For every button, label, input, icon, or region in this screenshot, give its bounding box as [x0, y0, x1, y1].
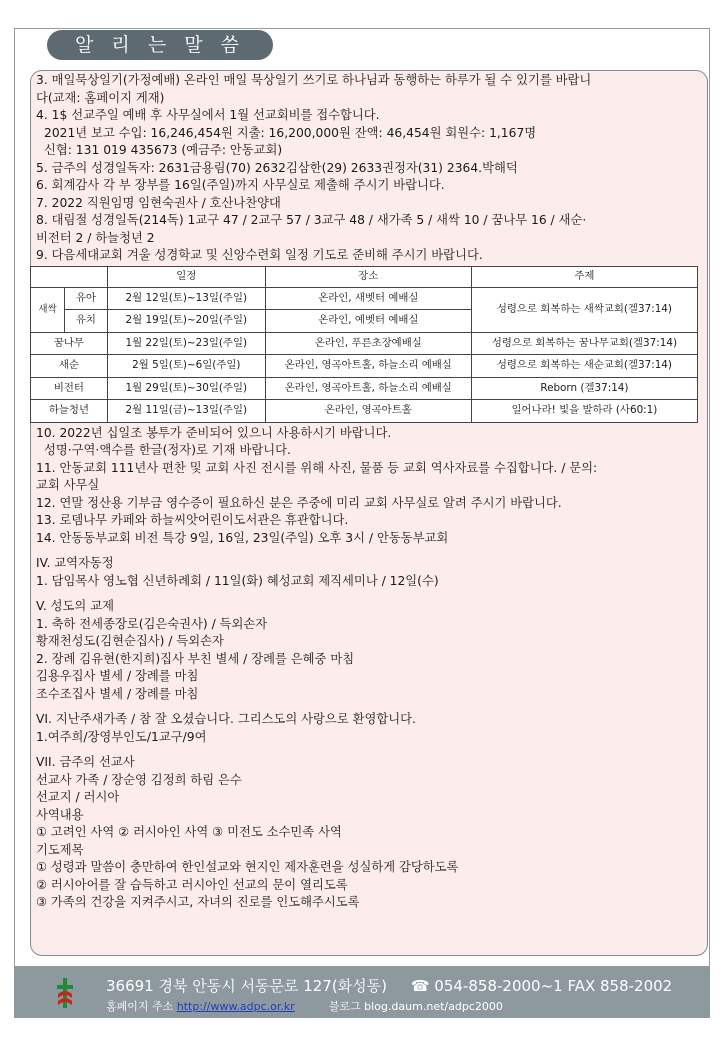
text-line: 10. 2022년 십일조 봉투가 준비되어 있으니 사용하시기 바랍니다.	[36, 425, 392, 440]
table-row	[31, 332, 698, 355]
table-cell: 온라인, 영곡아트홀, 하늘소리 예배실	[265, 355, 471, 378]
text-line: 다(교재: 홈페이지 게재)	[36, 90, 165, 105]
text-line: 4. 1$ 선교주일 예배 후 사무실에서 1월 선교회비를 접수합니다.	[36, 108, 380, 122]
table-cell: 꿈나무	[31, 332, 108, 355]
text-line: 조수조집사 별세 / 장례를 마침	[36, 686, 199, 701]
table-row	[31, 377, 698, 400]
text-line: ② 러시아어를 잘 습득하고 러시아인 선교의 문이 열리도록	[36, 877, 348, 892]
footer-contact	[106, 975, 672, 996]
footer-address: 36691 경북 안동시 서동문로 127(화성동)	[106, 977, 388, 995]
schedule-table	[30, 266, 698, 423]
table-header: 장소	[265, 266, 471, 287]
text-line: 선교사 가족 / 장순영 김정희 하림 은수	[36, 772, 242, 787]
text-line: 교회 사무실	[36, 478, 100, 492]
text-line: 8. 대림절 성경일독(214독) 1교구 47 / 2교구 57 / 3교구 48 / 새가족 5 / 새싹 10 / 꿈나무 16 / 새순·	[36, 213, 587, 227]
blog-address: 블로그 blog.daum.net/adpc2000	[328, 1000, 503, 1013]
text-line: 9. 다음세대교회 겨울 성경학교 및 신앙수련회 일정 기도로 준비해 주시기 바랍니다.	[36, 248, 483, 262]
table-row	[31, 355, 698, 378]
table-cell: 새싹	[31, 287, 65, 332]
text-line: 성명·구역·액수를 한글(정자)로 기재 바랍니다.	[44, 443, 291, 457]
table-cell: 일어나라! 빛을 발하라 (사60:1)	[471, 400, 697, 423]
section-heading: VI. 지난주새가족 / 참 잘 오셨습니다. 그리스도의 사랑으로 환영합니다.	[36, 712, 416, 726]
text-line: 기도제목	[36, 842, 84, 857]
notice-body	[36, 72, 702, 912]
text-line: 신협: 131 019 435673 (예금주: 안동교회)	[44, 143, 283, 157]
church-logo-icon	[54, 976, 76, 1010]
table-cell: 성령으로 회복하는 새순교회(겔37:14)	[471, 355, 697, 378]
table-cell: 온라인, 예벳터 예배실	[265, 310, 471, 333]
text-line: 1.여주희/장영부인도/1교구/9여	[36, 729, 207, 744]
table-row	[31, 400, 698, 423]
table-cell: 하늘청년	[31, 400, 108, 423]
homepage-link[interactable]: http://www.adpc.or.kr	[176, 1000, 295, 1013]
homepage-label: 홈페이지 주소	[106, 1000, 177, 1013]
text-line: 사역내용	[36, 807, 84, 822]
text-line: ① 성령과 말씀이 충만하여 한인설교와 현지인 제자훈련을 성실하게 감당하도록	[36, 860, 459, 874]
table-row	[31, 287, 698, 310]
table-header: 일정	[107, 266, 265, 287]
text-line: ① 고려인 사역 ② 러시아인 사역 ③ 미전도 소수민족 사역	[36, 825, 342, 839]
table-cell: 온라인, 푸른초장예배실	[265, 332, 471, 355]
text-line: 비전터 2 / 하늘청년 2	[36, 230, 155, 245]
table-cell: 성령으로 회복하는 새싹교회(겔37:14)	[471, 287, 697, 332]
text-line: ③ 가족의 건강을 지켜주시고, 자녀의 진로를 인도해주시도록	[36, 895, 360, 909]
table-cell: 온라인, 새벳터 예배실	[265, 287, 471, 310]
table-cell: 2월 11일(금)~13일(주일)	[107, 400, 265, 423]
table-cell: 1월 22일(토)~23일(주일)	[107, 332, 265, 355]
text-line: 5. 금주의 성경일독자: 2631금용림(70) 2632김삼한(29) 2633권정자(31) 2364.박해덕	[36, 160, 518, 175]
table-header-row	[31, 266, 698, 287]
section-heading: IV. 교역자동정	[36, 556, 114, 570]
table-header: 주제	[471, 266, 697, 287]
text-line: 선교지 / 러시아	[36, 790, 120, 804]
text-line: 2021년 보고 수입: 16,246,454원 지출: 16,200,000원 잔액: 46,454원 회원수: 1,167명	[44, 125, 537, 140]
section-heading: V. 성도의 교제	[36, 599, 114, 613]
text-line: 12. 연말 정산용 기부금 영수증이 필요하신 분은 주중에 미리 교회 사무실로 알려 주시기 바랍니다.	[36, 495, 562, 510]
footer	[14, 966, 710, 1018]
text-line: 14. 안동동부교회 비전 특강 9일, 16일, 23일(주일) 오후 3시 / 안동동부교회	[36, 530, 449, 545]
text-line: 김용우집사 별세 / 장례를 마침	[36, 669, 199, 683]
table-cell: 성령으로 회복하는 꿈나무교회(겔37:14)	[471, 332, 697, 355]
text-line: 11. 안동교회 111년사 편찬 및 교회 사진 전시를 위해 사진, 물품 등 교회 역사자료를 수집합니다. / 문의:	[36, 460, 598, 475]
section-heading: VII. 금주의 선교사	[36, 755, 135, 769]
table-cell: 유치	[65, 310, 108, 333]
text-line: 6. 회계감사 각 부 장부를 16일(주일)까지 사무실로 제출해 주시기 바랍니다.	[36, 178, 445, 192]
table-cell: 1월 29일(토)~30일(주일)	[107, 377, 265, 400]
table-cell: 비전터	[31, 377, 108, 400]
table-cell: 온라인, 영곡아트홀, 하늘소리 예배실	[265, 377, 471, 400]
table-cell: 온라인, 영곡아트홀	[265, 400, 471, 423]
text-line: 7. 2022 직원임명 임현숙권사 / 호산나찬양대	[36, 195, 281, 210]
text-line: 황재천성도(김현순집사) / 득외손자	[36, 634, 224, 648]
table-cell: 새순	[31, 355, 108, 378]
table-cell: 유아	[65, 287, 108, 310]
table-cell: Reborn (겔37:14)	[471, 377, 697, 400]
text-line: 13. 로뎀나무 카페와 하늘씨앗어린이도서관은 휴관합니다.	[36, 513, 349, 527]
table-cell: 2월 12일(토)~13일(주일)	[107, 287, 265, 310]
text-line: 2. 장례 김유현(한지희)집사 부친 별세 / 장례를 은혜중 마침	[36, 651, 355, 666]
text-line: 1. 축하 전세종장로(김은숙권사) / 득외손자	[36, 616, 268, 631]
page-title: 알 리 는 말 씀	[47, 30, 273, 60]
text-line: 1. 담임목사 영노협 신년하례회 / 11일(화) 혜성교회 제직세미나 / 12일(수)	[36, 573, 439, 588]
footer-links	[106, 998, 503, 1014]
text-line: 3. 매일묵상일기(가정예배) 온라인 매일 묵상일기 쓰기로 하나님과 동행하는 하루가 될 수 있기를 바랍니	[36, 73, 592, 87]
table-cell: 2월 19일(토)~20일(주일)	[107, 310, 265, 333]
table-cell: 2월 5일(토)~6일(주일)	[107, 355, 265, 378]
footer-phone: ☎ 054-858-2000~1 FAX 858-2002	[410, 977, 673, 995]
